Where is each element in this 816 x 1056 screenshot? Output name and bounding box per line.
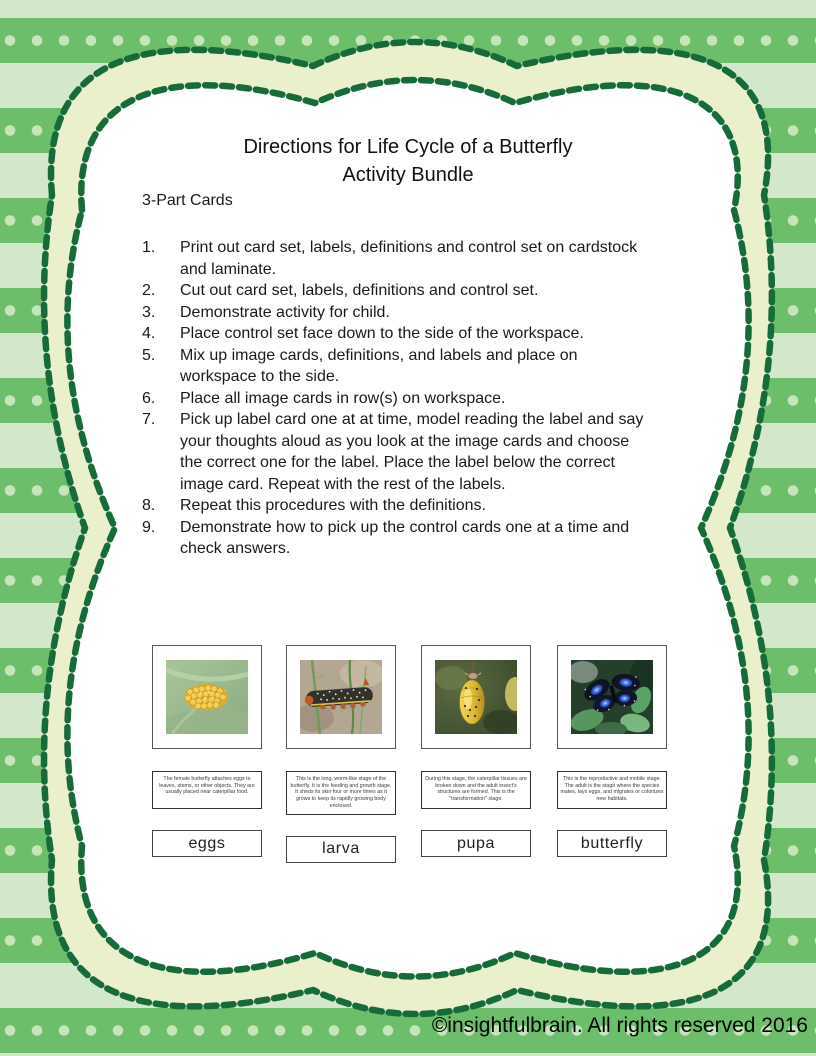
step-text: Place control set face down to the side of the workspace. xyxy=(180,325,584,342)
step-item xyxy=(142,280,650,302)
step-text: Print out card set, labels, definitions and control set on cardstock and laminate. xyxy=(180,239,638,278)
page-title xyxy=(0,133,816,189)
step-text: Demonstrate activity for child. xyxy=(180,303,390,321)
step-item xyxy=(142,345,650,388)
step-number: 6. xyxy=(142,389,156,407)
step-text: Demonstrate how to pick up the control cards one at a time and check answers. xyxy=(180,518,630,557)
adult-butterfly-photo xyxy=(571,660,653,734)
label-card xyxy=(286,836,396,863)
card-column-eggs xyxy=(152,645,262,857)
label-text: pupa xyxy=(457,834,495,852)
image-card xyxy=(152,645,262,749)
step-number: 3. xyxy=(142,303,156,321)
image-card xyxy=(557,645,667,749)
step-number: 2. xyxy=(142,282,156,299)
three-part-cards xyxy=(0,645,816,875)
section-heading: 3-Part Cards xyxy=(142,192,233,209)
step-text: Repeat this procedures with the definitions. xyxy=(180,497,486,514)
step-number: 7. xyxy=(142,411,156,428)
step-number: 1. xyxy=(142,239,156,256)
copyright-text: ©insightfulbrain. All rights reserved 2016 xyxy=(431,1014,808,1037)
label-text: larva xyxy=(322,840,360,858)
label-text: eggs xyxy=(188,834,226,852)
step-text: Place all image cards in row(s) on workspace. xyxy=(180,389,506,407)
definition-text: This is the long, worm-like stage of the butterfly. It is the feeding and growth stage. It sheds its skin four or more times as it grows to keep its rapidly growing body enclosed. xyxy=(290,776,392,809)
step-item xyxy=(142,495,650,517)
card-column-larva xyxy=(286,645,396,863)
step-number: 5. xyxy=(142,346,156,364)
image-card xyxy=(286,645,396,749)
step-item xyxy=(142,388,650,410)
definition-card xyxy=(286,771,396,815)
label-text: butterfly xyxy=(580,834,644,852)
card-column-pupa xyxy=(421,645,531,857)
label-card xyxy=(152,830,262,857)
card-column-butterfly xyxy=(557,645,667,857)
step-item xyxy=(142,302,650,324)
definition-text: This is the reproductive and mobile stage. The adult is the stage where the species mates, lays eggs, and migrates or colonizes new habitats. xyxy=(560,776,664,803)
step-text: Pick up label card one at at time, model reading the label and say your thoughts aloud as you look at the image cards and choose the correct one for the label. Place the label below the correct image card. Repeat with the rest of the labels. xyxy=(180,411,644,493)
definition-card xyxy=(557,771,667,809)
step-text: Cut out card set, labels, definitions and control set. xyxy=(180,282,539,299)
step-number: 9. xyxy=(142,518,156,536)
image-card xyxy=(421,645,531,749)
definition-text: The female butterfly attaches eggs to leaves, stems, or other objects. They are usually placed near caterpillar food. xyxy=(159,776,255,796)
step-item xyxy=(142,409,650,495)
definition-text: During this stage, the caterpillar tissues are broken down and the adult insect's structures are formed. This is the "transformation" stage. xyxy=(425,776,527,803)
step-item xyxy=(142,237,650,280)
caterpillar-photo xyxy=(300,660,382,734)
definition-card xyxy=(152,771,262,809)
page-title-line2: Activity Bundle xyxy=(342,164,474,186)
page-title-line1: Directions for Life Cycle of a Butterfly xyxy=(243,136,573,158)
step-item xyxy=(142,517,650,560)
step-text: Mix up image cards, definitions, and labels and place on workspace to the side. xyxy=(180,346,578,385)
label-card xyxy=(421,830,531,857)
step-number: 4. xyxy=(142,325,156,342)
directions-list xyxy=(142,237,650,560)
butterfly-eggs-photo xyxy=(166,660,248,734)
step-item xyxy=(142,323,650,345)
step-number: 8. xyxy=(142,497,156,514)
label-card xyxy=(557,830,667,857)
definition-card xyxy=(421,771,531,809)
chrysalis-photo xyxy=(435,660,517,734)
